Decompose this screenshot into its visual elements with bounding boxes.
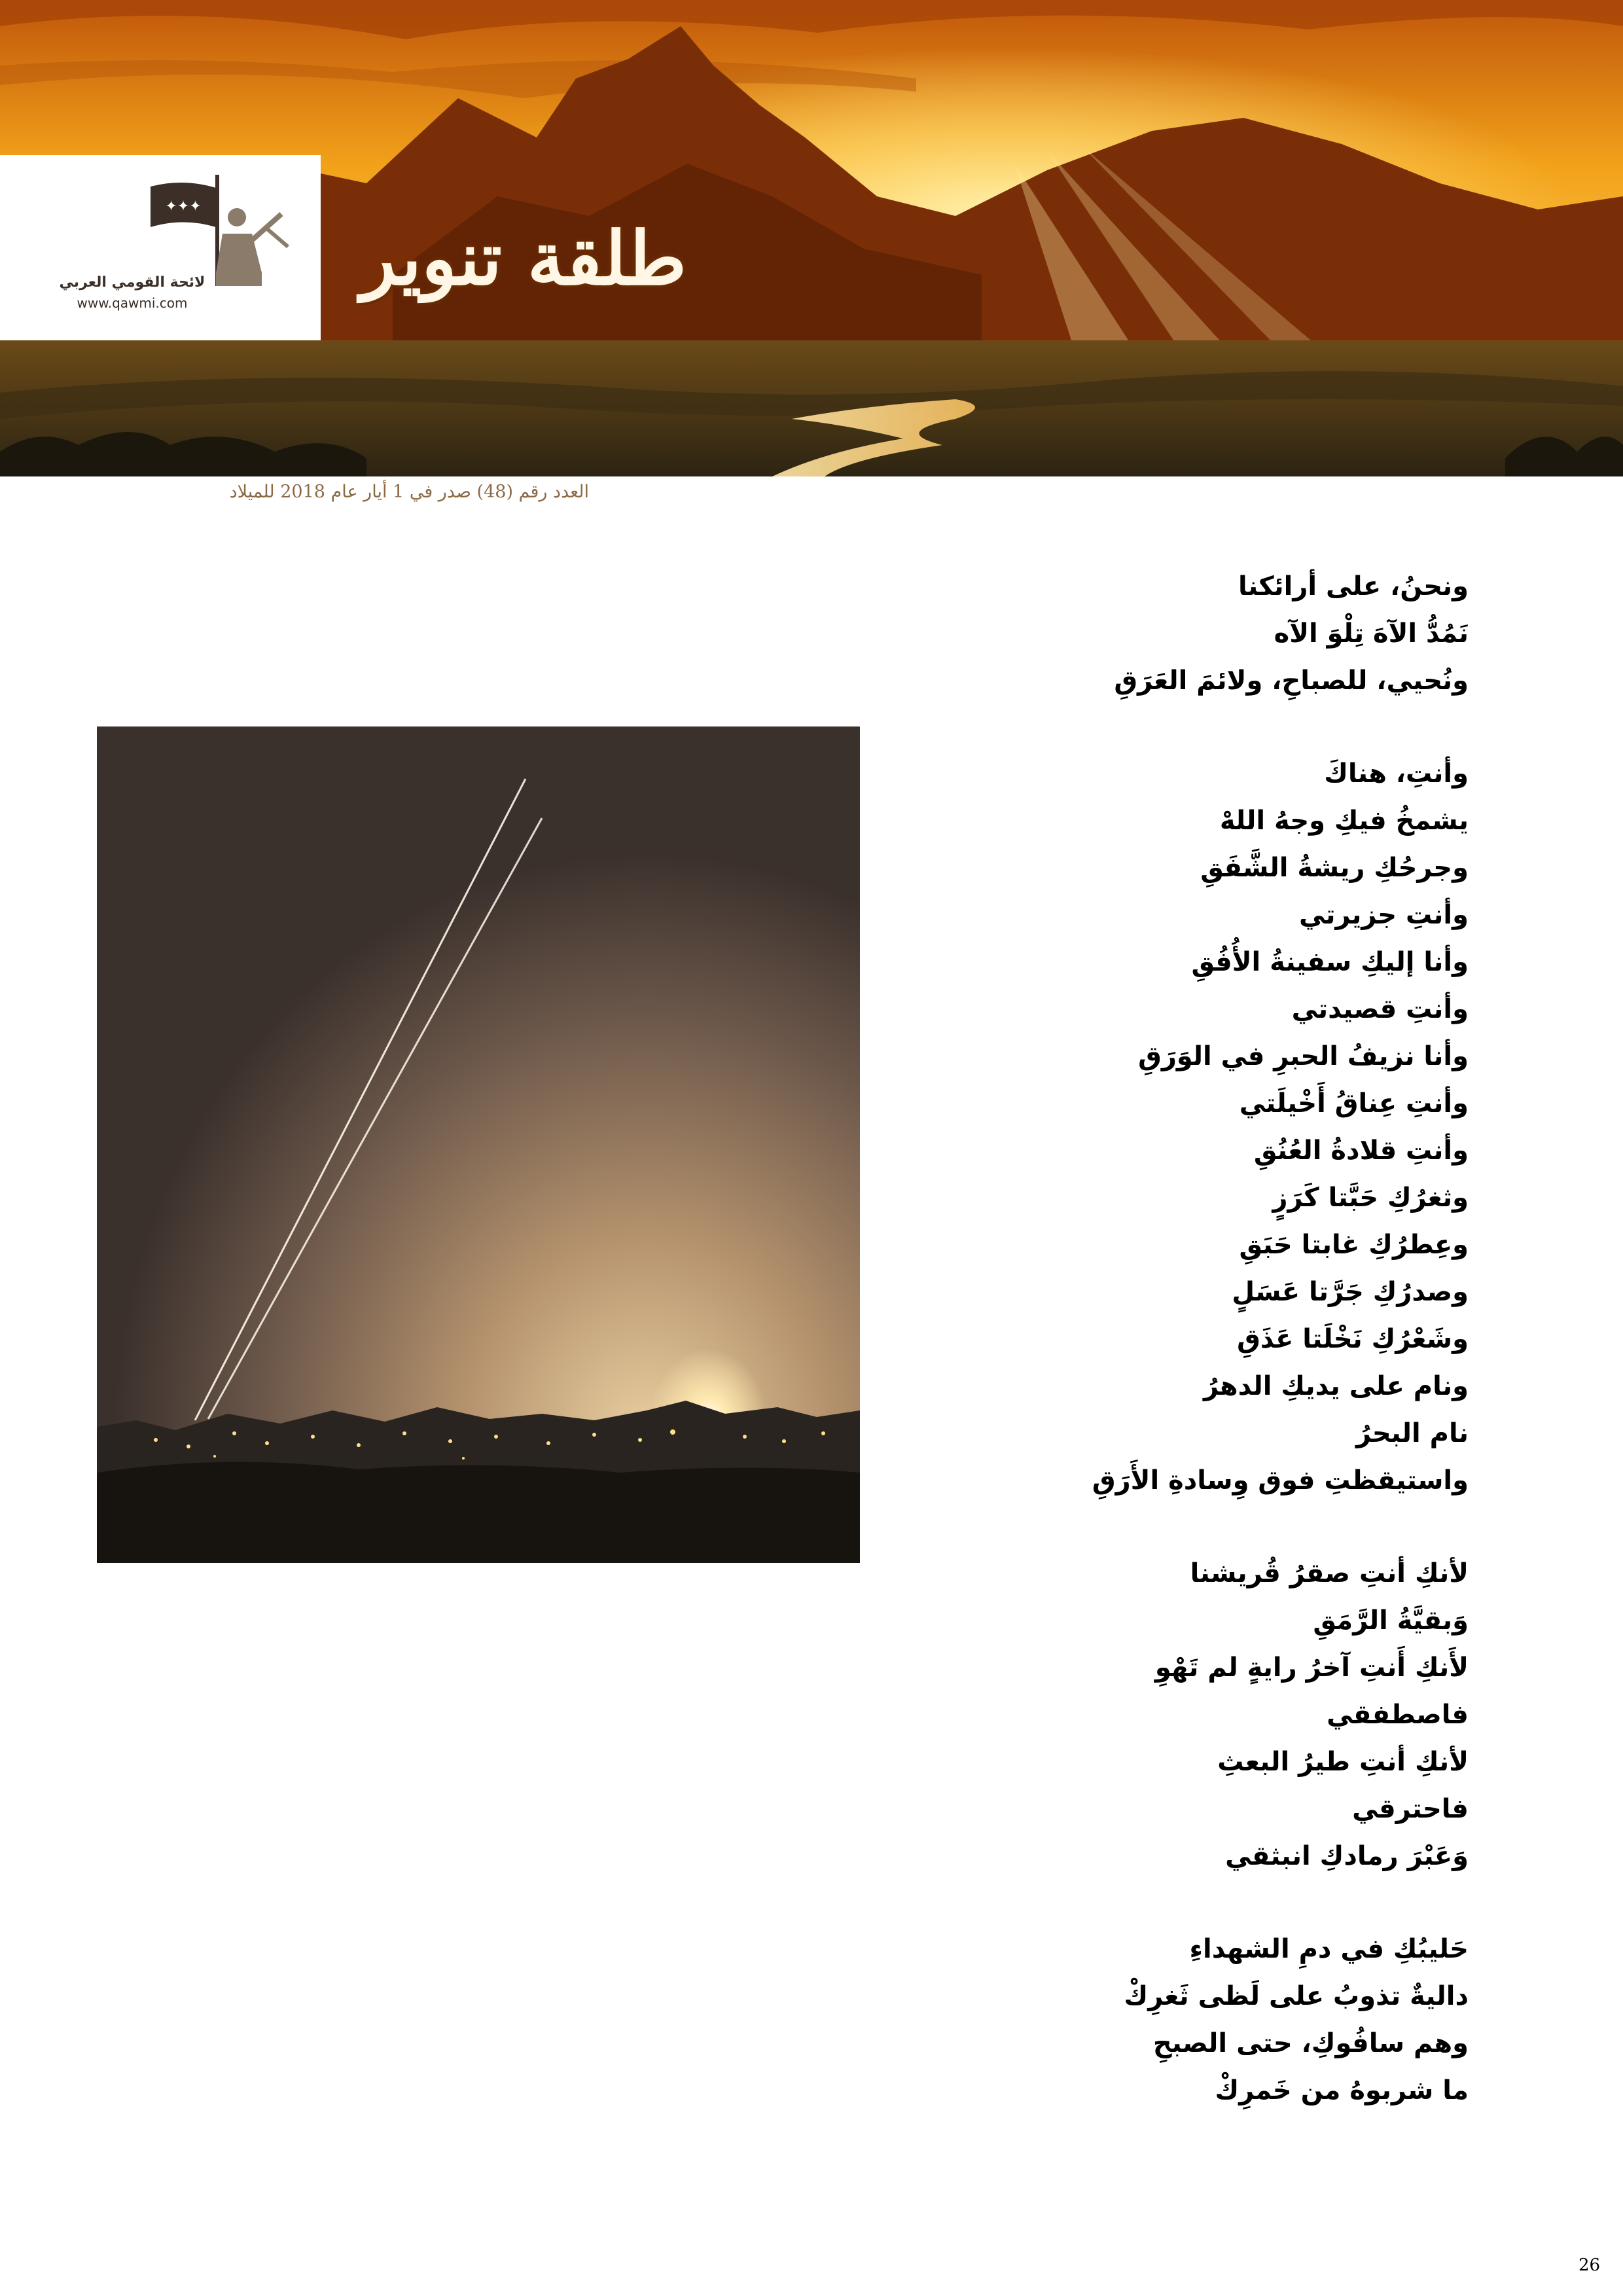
poem-line: وأنتِ عِناقُ أَخْيلَتي (1239, 1088, 1469, 1119)
issue-info: العدد رقم (48) صدر في 1 أيار عام 2018 للميلاد (229, 482, 589, 502)
poem-line: وَعَبْرَ رمادكِ انبثقي (1225, 1841, 1469, 1871)
poem-line: وصدرُكِ جَرَّتا عَسَلٍ (1232, 1277, 1469, 1307)
poem-line: وعِطرُكِ غابتا حَبَقِ (1239, 1230, 1469, 1260)
poem-line: وأنتِ قصيدتي (1291, 994, 1469, 1024)
poem-stanza (814, 750, 1469, 1504)
poem-line: وثغرُكِ حَبَّتا كَرَزٍ (1272, 1183, 1469, 1213)
poem-line: وأنتِ، هناكَ (1324, 759, 1469, 789)
header-banner (0, 0, 1623, 476)
logo-url: www.qawmi.com (77, 295, 188, 311)
poem-line: وجرحُكِ ريشةُ الشَّفَقِ (1200, 853, 1469, 883)
poem-line: لأنكِ أنتِ صقرُ قُريشنا (1190, 1558, 1469, 1588)
poem-line: داليةٌ تذوبُ على لَظى ثَغرِكْ (1124, 1981, 1469, 2011)
poem-line: وأنا إليكِ سفينةُ الأُفُقِ (1191, 947, 1469, 977)
poem-line: نَمُدُّ الآهَ تِلْوَ الآه (1274, 619, 1469, 649)
logo-label: لائحة القومي العربي (59, 274, 205, 291)
poem-line: وأنتِ قلادةُ العُنُقِ (1253, 1136, 1469, 1166)
poem-line: ما شربوهُ من خَمرِكْ (1215, 2075, 1469, 2106)
poem-line: وشَعْرُكِ نَخْلَتا عَذَقِ (1237, 1324, 1469, 1354)
flag-bearer-logo-icon (0, 155, 321, 340)
poem-line: واستيقظتِ فوق وِسادةِ الأَرَقِ (1092, 1465, 1469, 1496)
masthead-title: طلقة تنوير (361, 216, 687, 302)
poem-line: يشمخُ فيكِ وجهُ اللهْ (1219, 806, 1469, 836)
logo-panel (0, 155, 321, 340)
poem-line: لأنكِ أنتِ طيرُ البعثِ (1217, 1747, 1469, 1777)
poem-line: نام البحرُ (1355, 1418, 1469, 1448)
poem-line: حَليبُكِ في دمِ الشهداءِ (1189, 1934, 1469, 1964)
masthead (327, 196, 720, 327)
rocket-night-photo (97, 726, 860, 1563)
poem-line: وهم سافُوكِ، حتى الصبحِ (1152, 2028, 1469, 2058)
poem-line: ونُحيي، للصباحِ، ولائمَ العَرَقِ (1114, 666, 1469, 696)
poem-line: فاحترقي (1352, 1794, 1469, 1824)
poem-stanza (814, 1926, 1469, 2114)
poem-line: فاصطفقي (1327, 1700, 1469, 1730)
poem-line: وأنتِ جزيرتي (1299, 900, 1469, 930)
poem-line: ونام على يديكِ الدهرُ (1204, 1371, 1469, 1401)
poem-text (814, 563, 1469, 2160)
poem-line: وأنا نزيفُ الحبرِ في الوَرَقِ (1138, 1041, 1469, 1071)
page-number: 26 (1578, 2255, 1601, 2275)
poem-line: ونحنُ، على أرائكنا (1238, 571, 1469, 601)
poem-line: لأَنكِ أَنتِ آخرُ رايةٍ لم تَهْوِ (1154, 1653, 1469, 1683)
poem-stanza (814, 563, 1469, 704)
poem-stanza (814, 1550, 1469, 1880)
svg-text:✦✦✦: ✦✦✦ (165, 198, 202, 215)
poem-line: وَبقيَّةُ الرَّمَقِ (1313, 1605, 1469, 1636)
